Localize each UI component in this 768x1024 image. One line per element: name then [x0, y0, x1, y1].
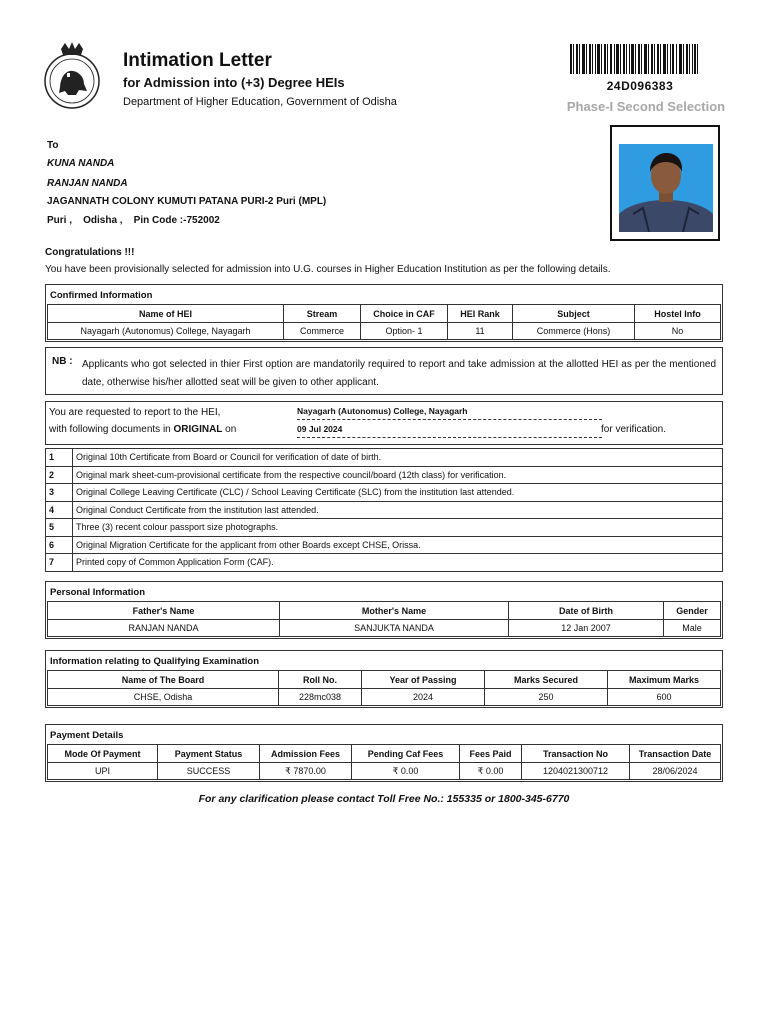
barcode: [570, 44, 698, 74]
column-header: Maximum Marks: [608, 671, 721, 689]
nb-notice: [45, 347, 723, 395]
mother-name-cell: SANJUKTA NANDA: [280, 620, 509, 637]
guardian-name: RANJAN NANDA: [47, 178, 128, 189]
doc-number: 3: [46, 484, 73, 502]
transaction-no-cell: 1204021300712: [522, 763, 630, 780]
pending-fees-cell: ₹ 0.00: [352, 763, 460, 780]
confirmed-info-table: [47, 304, 721, 340]
table-header-row: [48, 305, 721, 323]
table-row: [48, 620, 721, 637]
address-line-1: JAGANNATH COLONY KUMUTI PATANA PURI-2 Puri (MPL): [47, 196, 327, 207]
column-header: Date of Birth: [509, 602, 664, 620]
application-number: 24D096383: [606, 79, 674, 93]
table-row: [48, 323, 721, 340]
nb-text: Applicants who got selected in thier First option are mandatorily required to report and take admission at the allotted HEI as per the mentioned date, otherwise his/her allotted seat will be given to other applicant.: [82, 359, 716, 388]
section-heading: Information relating to Qualifying Examination: [50, 656, 260, 667]
column-header: Fees Paid: [460, 745, 522, 763]
column-header: Admission Fees: [260, 745, 352, 763]
column-header: Transaction No: [522, 745, 630, 763]
payment-section: [45, 724, 723, 782]
table-header-row: [48, 745, 721, 763]
personal-info-table: [47, 601, 721, 637]
max-marks-cell: 600: [608, 689, 721, 706]
nb-label: NB :: [52, 356, 73, 367]
rank-cell: 11: [448, 323, 513, 340]
doc-text: Original Migration Certificate for the applicant from other Boards except CHSE, Orissa.: [73, 536, 723, 554]
column-header: Transaction Date: [630, 745, 721, 763]
report-line-2-suffix: on: [222, 424, 237, 435]
table-row: [48, 689, 721, 706]
doc-text: Original College Leaving Certificate (CLC) / School Leaving Certificate (SLC) from the institution last attended.: [73, 484, 723, 502]
column-header: Subject: [513, 305, 635, 323]
contact-footer: For any clarification please contact Toll Free No.: 155335 or 1800-345-6770: [198, 793, 570, 805]
transaction-date-cell: 28/06/2024: [630, 763, 721, 780]
table-row: [48, 763, 721, 780]
doc-number: 6: [46, 536, 73, 554]
stream-cell: Commerce: [284, 323, 361, 340]
table-header-row: [48, 602, 721, 620]
payment-table: [47, 744, 721, 780]
table-row: [46, 536, 723, 554]
department-name: Department of Higher Education, Government of Odisha: [123, 96, 397, 108]
column-header: Roll No.: [279, 671, 362, 689]
original-emphasis: ORIGINAL: [173, 424, 223, 435]
report-line-1: You are requested to report to the HEI,: [49, 407, 221, 418]
section-heading: Payment Details: [50, 730, 124, 741]
column-header: Gender: [664, 602, 721, 620]
applicant-portrait-image: [619, 144, 713, 232]
report-line-2: [49, 424, 236, 435]
column-header: Hostel Info: [635, 305, 721, 323]
address-line-2: Puri , Odisha , Pin Code :-752002: [47, 215, 220, 226]
page-subtitle: for Admission into (+3) Degree HEIs: [123, 75, 345, 90]
column-header: Marks Secured: [485, 671, 608, 689]
report-hei-name: Nayagarh (Autonomus) College, Nayagarh: [297, 406, 602, 420]
odisha-emblem-icon: [43, 41, 101, 115]
address-to: To: [47, 140, 59, 151]
confirmed-info-section: [45, 284, 723, 342]
doc-number: 2: [46, 466, 73, 484]
doc-text: Original 10th Certificate from Board or Council for verification of date of birth.: [73, 449, 723, 467]
table-header-row: [48, 671, 721, 689]
page-title: Intimation Letter: [123, 50, 272, 71]
table-row: [46, 449, 723, 467]
selection-phase: Phase-I Second Selection: [566, 99, 726, 114]
table-row: [46, 484, 723, 502]
column-header: Choice in CAF: [361, 305, 448, 323]
year-cell: 2024: [362, 689, 485, 706]
qualifying-exam-section: [45, 650, 723, 708]
column-header: Mother's Name: [280, 602, 509, 620]
report-instructions: [45, 401, 723, 445]
subject-cell: Commerce (Hons): [513, 323, 635, 340]
table-row: [46, 519, 723, 537]
column-header: HEI Rank: [448, 305, 513, 323]
column-header: Payment Status: [158, 745, 260, 763]
report-line-2-text: with following documents in: [49, 424, 174, 435]
applicant-photo: [610, 125, 720, 241]
payment-status-cell: SUCCESS: [158, 763, 260, 780]
doc-text: Original Conduct Certificate from the institution last attended.: [73, 501, 723, 519]
choice-cell: Option- 1: [361, 323, 448, 340]
table-row: [46, 501, 723, 519]
congratulations-text: Congratulations !!!: [45, 247, 135, 258]
table-row: [46, 466, 723, 484]
verification-text: for verification.: [601, 424, 667, 435]
column-header: Name of The Board: [48, 671, 279, 689]
doc-text: Printed copy of Common Application Form (CAF).: [73, 554, 723, 572]
doc-number: 4: [46, 501, 73, 519]
column-header: Stream: [284, 305, 361, 323]
report-date: 09 Jul 2024: [297, 424, 602, 438]
marks-secured-cell: 250: [485, 689, 608, 706]
doc-text: Original mark sheet-cum-provisional certificate from the respective council/board (12th class) for verification.: [73, 466, 723, 484]
admission-fees-cell: ₹ 7870.00: [260, 763, 352, 780]
section-heading: Personal Information: [50, 587, 146, 598]
hostel-cell: No: [635, 323, 721, 340]
documents-table: [45, 448, 723, 572]
column-header: Name of HEI: [48, 305, 284, 323]
doc-number: 5: [46, 519, 73, 537]
hei-name-cell: Nayagarh (Autonomus) College, Nayagarh: [48, 323, 284, 340]
roll-no-cell: 228mc038: [279, 689, 362, 706]
doc-number: 7: [46, 554, 73, 572]
doc-text: Three (3) recent colour passport size photographs.: [73, 519, 723, 537]
table-row: [46, 554, 723, 572]
personal-info-section: [45, 581, 723, 639]
applicant-name: KUNA NANDA: [47, 158, 115, 169]
column-header: Year of Passing: [362, 671, 485, 689]
dob-cell: 12 Jan 2007: [509, 620, 664, 637]
doc-number: 1: [46, 449, 73, 467]
column-header: Mode Of Payment: [48, 745, 158, 763]
father-name-cell: RANJAN NANDA: [48, 620, 280, 637]
payment-mode-cell: UPI: [48, 763, 158, 780]
gender-cell: Male: [664, 620, 721, 637]
board-cell: CHSE, Odisha: [48, 689, 279, 706]
fees-paid-cell: ₹ 0.00: [460, 763, 522, 780]
qualifying-exam-table: [47, 670, 721, 706]
column-header: Father's Name: [48, 602, 280, 620]
intro-text: You have been provisionally selected for admission into U.G. courses in Higher Education Institution as per the following details.: [45, 264, 611, 275]
section-heading: Confirmed Information: [50, 290, 153, 301]
column-header: Pending Caf Fees: [352, 745, 460, 763]
